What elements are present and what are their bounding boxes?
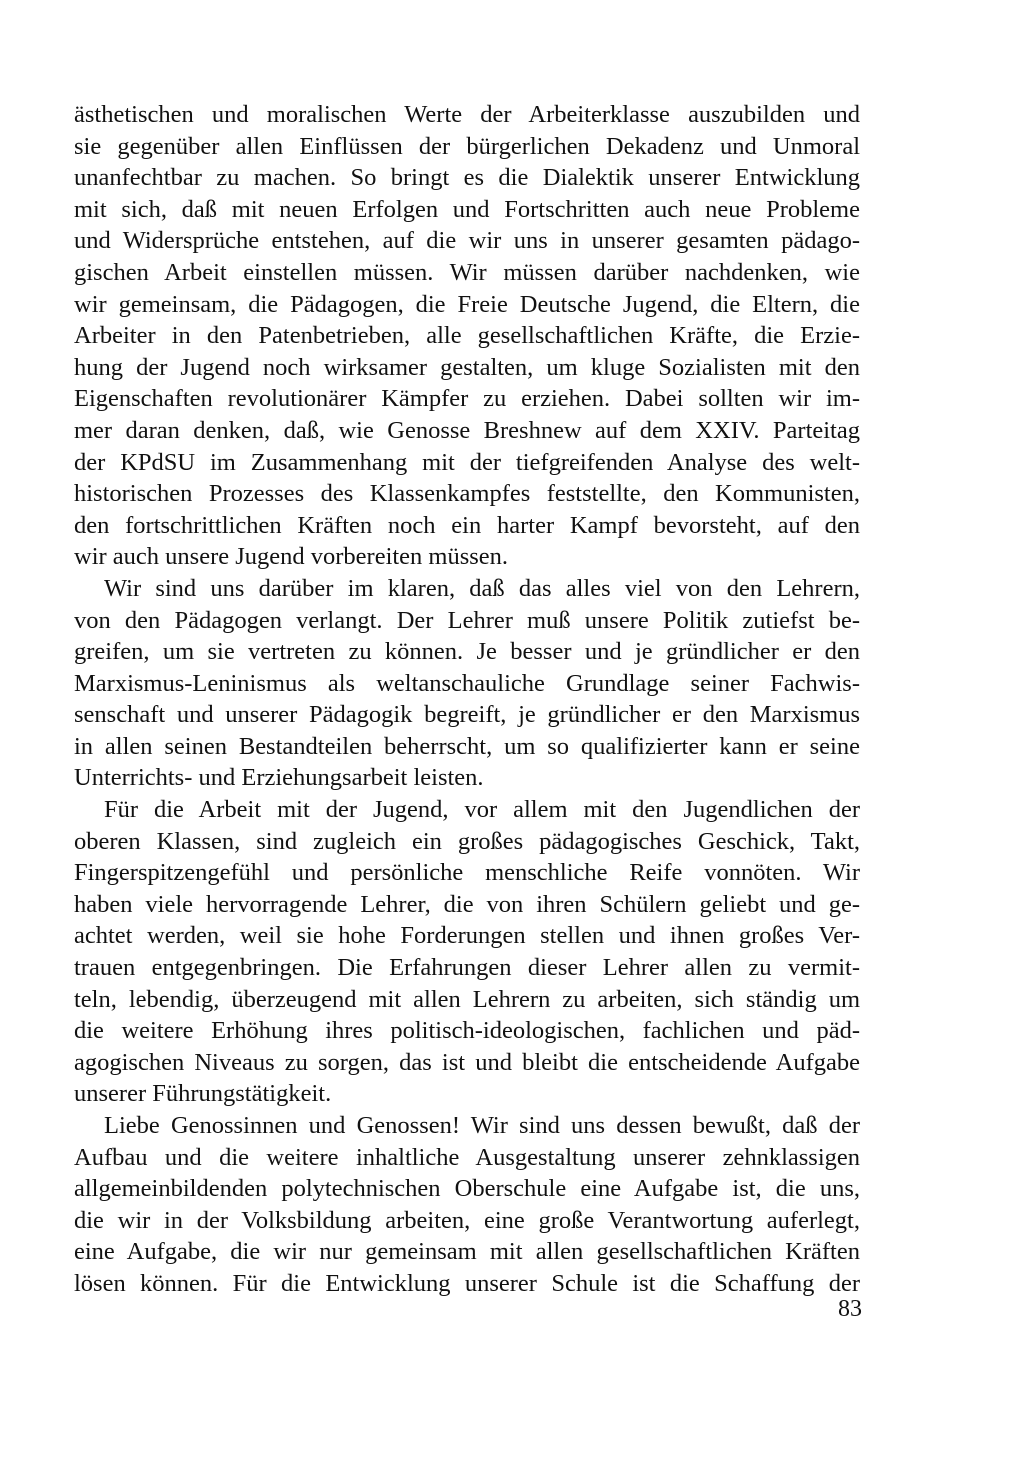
text-line: gischen Arbeit einstellen müssen. Wir müssen darüber nachdenken, wie (74, 258, 860, 286)
text-line: die weitere Erhöhung ihres politisch-ideologischen, fachlichen und päd- (74, 1017, 860, 1045)
text-line: Fingerspitzengefühl und persönliche menschliche Reife vonnöten. Wir (74, 859, 860, 887)
text-line: den fortschrittlichen Kräften noch ein harter Kampf bevorsteht, auf den (74, 511, 860, 539)
body-text (74, 99, 860, 1300)
text-line: mit sich, daß mit neuen Erfolgen und Fortschritten auch neue Probleme (74, 195, 860, 223)
page-number: 83 (838, 1296, 862, 1322)
text-line: agogischen Niveaus zu sorgen, das ist und bleibt die entscheidende Aufgabe (74, 1048, 860, 1076)
text-line: in allen seinen Bestandteilen beherrscht, um so qualifizierter kann er seine (74, 732, 860, 760)
text-line: lösen können. Für die Entwicklung unserer Schule ist die Schaffung der (74, 1269, 860, 1297)
text-line: der KPdSU im Zusammenhang mit der tiefgreifenden Analyse des welt- (74, 448, 860, 476)
text-line: unanfechtbar zu machen. So bringt es die Dialektik unserer Entwicklung (74, 164, 860, 192)
text-line: sie gegenüber allen Einflüssen der bürgerlichen Dekadenz und Unmoral (74, 132, 860, 160)
text-line: wir auch unsere Jugend vorbereiten müssen. (74, 543, 509, 571)
text-line: achtet werden, weil sie hohe Forderungen stellen und ihnen großes Ver- (74, 922, 860, 950)
text-line: mer daran denken, daß, wie Genosse Breshnew auf dem XXIV. Parteitag (74, 416, 860, 444)
text-line: hung der Jugend noch wirksamer gestalten, um kluge Sozialisten mit den (74, 353, 860, 381)
text-line: Arbeiter in den Patenbetrieben, alle gesellschaftlichen Kräfte, die Erzie- (74, 322, 860, 350)
text-line: oberen Klassen, sind zugleich ein großes pädagogisches Geschick, Takt, (74, 827, 860, 855)
text-line: trauen entgegenbringen. Die Erfahrungen dieser Lehrer allen zu vermit- (74, 954, 860, 982)
text-line: greifen, um sie vertreten zu können. Je besser und je gründlicher er den (74, 638, 860, 666)
text-line: historischen Prozesses des Klassenkampfes feststellte, den Kommunisten, (74, 480, 860, 508)
text-line: eine Aufgabe, die wir nur gemeinsam mit allen gesellschaftlichen Kräften (74, 1238, 860, 1266)
text-line: Unterrichts- und Erziehungsarbeit leisten. (74, 764, 484, 792)
text-line: senschaft und unserer Pädagogik begreift, je gründlicher er den Marxismus (74, 701, 860, 729)
text-line: Wir sind uns darüber im klaren, daß das alles viel von den Lehrern, (104, 574, 860, 602)
text-line: Für die Arbeit mit der Jugend, vor allem mit den Jugendlichen der (104, 796, 860, 824)
text-line: Liebe Genossinnen und Genossen! Wir sind uns dessen bewußt, daß der (104, 1112, 860, 1139)
text-line: allgemeinbildenden polytechnischen Oberschule eine Aufgabe ist, die uns, (74, 1175, 860, 1203)
text-line: ästhetischen und moralischen Werte der Arbeiterklasse auszubilden und (74, 101, 860, 128)
text-line: teln, lebendig, überzeugend mit allen Lehrern zu arbeiten, sich ständig um (74, 985, 860, 1013)
text-line: unserer Führungstätigkeit. (74, 1080, 332, 1108)
text-line: Eigenschaften revolutionärer Kämpfer zu erziehen. Dabei sollten wir im- (74, 385, 860, 413)
text-line: wir gemeinsam, die Pädagogen, die Freie Deutsche Jugend, die Eltern, die (74, 290, 860, 318)
text-line: haben viele hervorragende Lehrer, die von ihren Schülern geliebt und ge- (74, 890, 860, 918)
text-line: die wir in der Volksbildung arbeiten, eine große Verantwortung auferlegt, (74, 1206, 860, 1234)
text-line: von den Pädagogen verlangt. Der Lehrer muß unsere Politik zutiefst be- (74, 606, 860, 634)
text-line: und Widersprüche entstehen, auf die wir uns in unserer gesamten pädago- (74, 227, 860, 255)
text-line: Aufbau und die weitere inhaltliche Ausgestaltung unserer zehnklassigen (74, 1143, 860, 1171)
text-line: Marxismus-Leninismus als weltanschauliche Grundlage seiner Fachwis- (74, 669, 860, 697)
